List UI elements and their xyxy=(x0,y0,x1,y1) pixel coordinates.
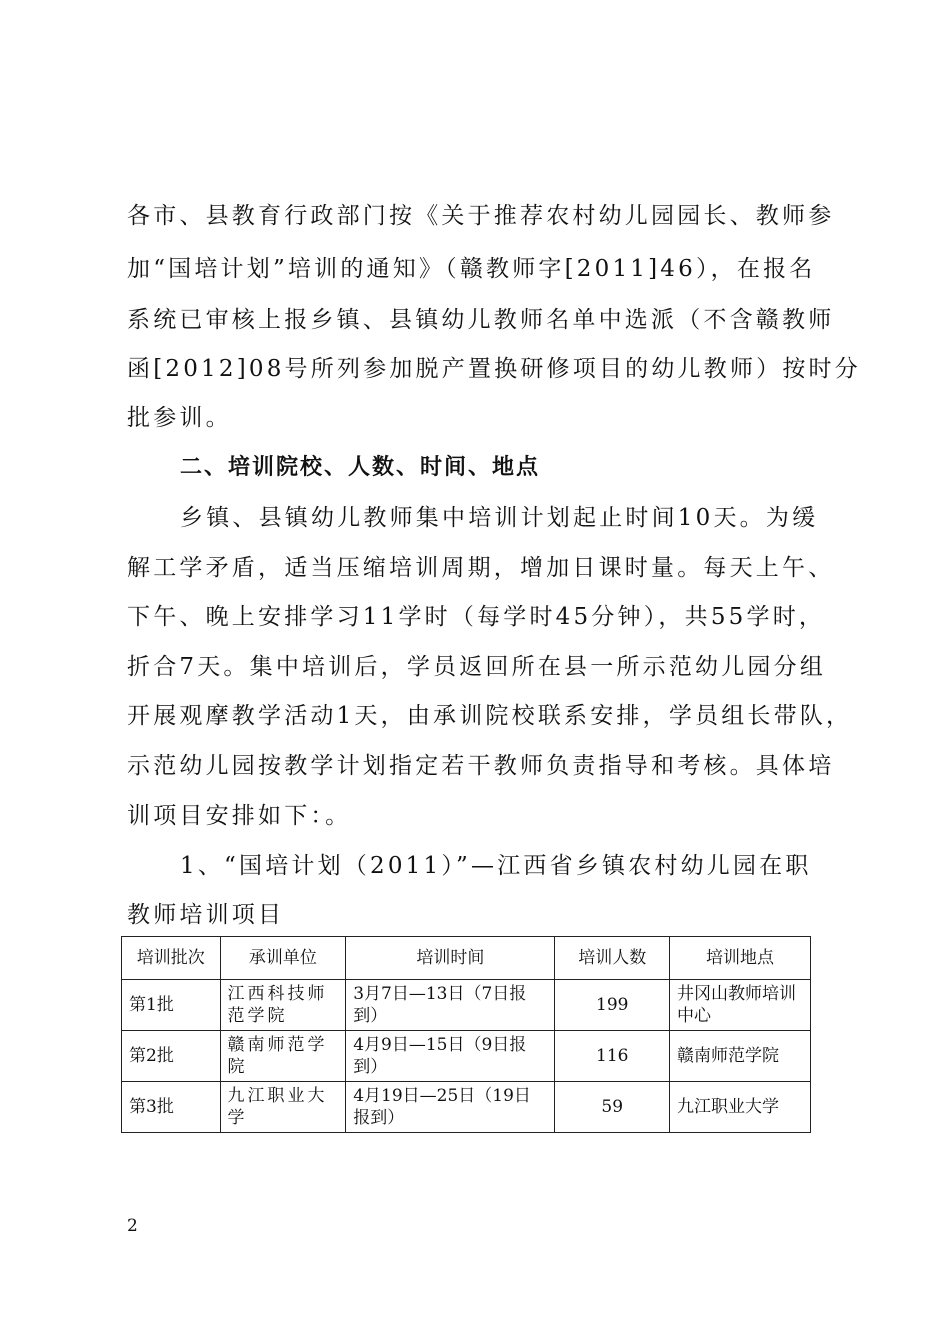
table-header-row xyxy=(122,937,811,980)
cell-place: 赣南师范学院 xyxy=(669,1031,810,1082)
header-place: 培训地点 xyxy=(669,937,810,980)
body-line-2: 加“国培计划”培训的通知》（赣教师字[2011]46），在报名 xyxy=(127,256,816,282)
table-row xyxy=(122,1082,811,1133)
header-time: 培训时间 xyxy=(346,937,555,980)
cell-unit: 江西科技师范学院 xyxy=(220,980,346,1031)
cell-count: 116 xyxy=(555,1031,670,1082)
header-count: 培训人数 xyxy=(555,937,670,980)
cell-unit: 九江职业大学 xyxy=(220,1082,346,1133)
table-row xyxy=(122,980,811,1031)
cell-time: 4月19日—25日（19日报到） xyxy=(346,1082,555,1133)
item-title-line-2: 教师培训项目 xyxy=(127,902,285,928)
header-unit: 承训单位 xyxy=(220,937,346,980)
cell-batch: 第1批 xyxy=(122,980,221,1031)
body-line-4: 函[2012]08号所列参加脱产置换研修项目的幼儿教师）按时分 xyxy=(127,356,861,382)
cell-batch: 第2批 xyxy=(122,1031,221,1082)
cell-time: 4月9日—15日（9日报到） xyxy=(346,1031,555,1082)
para-line-3: 下午、晚上安排学习11学时（每学时45分钟），共55学时， xyxy=(127,604,826,630)
para-line-7: 训项目安排如下：。 xyxy=(127,803,352,829)
para-line-2: 解工学矛盾，适当压缩培训周期，增加日课时量。每天上午、 xyxy=(127,555,835,581)
para-line-4: 折合7天。集中培训后，学员返回所在县一所示范幼儿园分组 xyxy=(127,654,827,680)
body-line-1: 各市、县教育行政部门按《关于推荐农村幼儿园园长、教师参 xyxy=(127,203,835,229)
header-batch: 培训批次 xyxy=(122,937,221,980)
cell-unit: 赣南师范学院 xyxy=(220,1031,346,1082)
page-number: 2 xyxy=(127,1216,138,1236)
cell-batch: 第3批 xyxy=(122,1082,221,1133)
training-schedule-table xyxy=(121,936,811,1133)
cell-count: 199 xyxy=(555,980,670,1031)
body-line-5: 批参训。 xyxy=(127,405,232,431)
cell-count: 59 xyxy=(555,1082,670,1133)
cell-place: 九江职业大学 xyxy=(669,1082,810,1133)
para-line-1: 乡镇、县镇幼儿教师集中培训计划起止时间10天。为缓 xyxy=(180,505,819,531)
cell-time: 3月7日—13日（7日报到） xyxy=(346,980,555,1031)
section-heading: 二、培训院校、人数、时间、地点 xyxy=(180,455,541,480)
item-title-line-1: 1、“国培计划（2011）”—江西省乡镇农村幼儿园在职 xyxy=(180,853,812,879)
cell-place: 井冈山教师培训中心 xyxy=(669,980,810,1031)
para-line-6: 示范幼儿园按教学计划指定若干教师负责指导和考核。具体培 xyxy=(127,753,835,779)
table-row xyxy=(122,1031,811,1082)
body-line-3: 系统已审核上报乡镇、县镇幼儿教师名单中选派（不含赣教师 xyxy=(127,307,835,333)
para-line-5: 开展观摩教学活动1天，由承训院校联系安排，学员组长带队， xyxy=(127,703,853,729)
